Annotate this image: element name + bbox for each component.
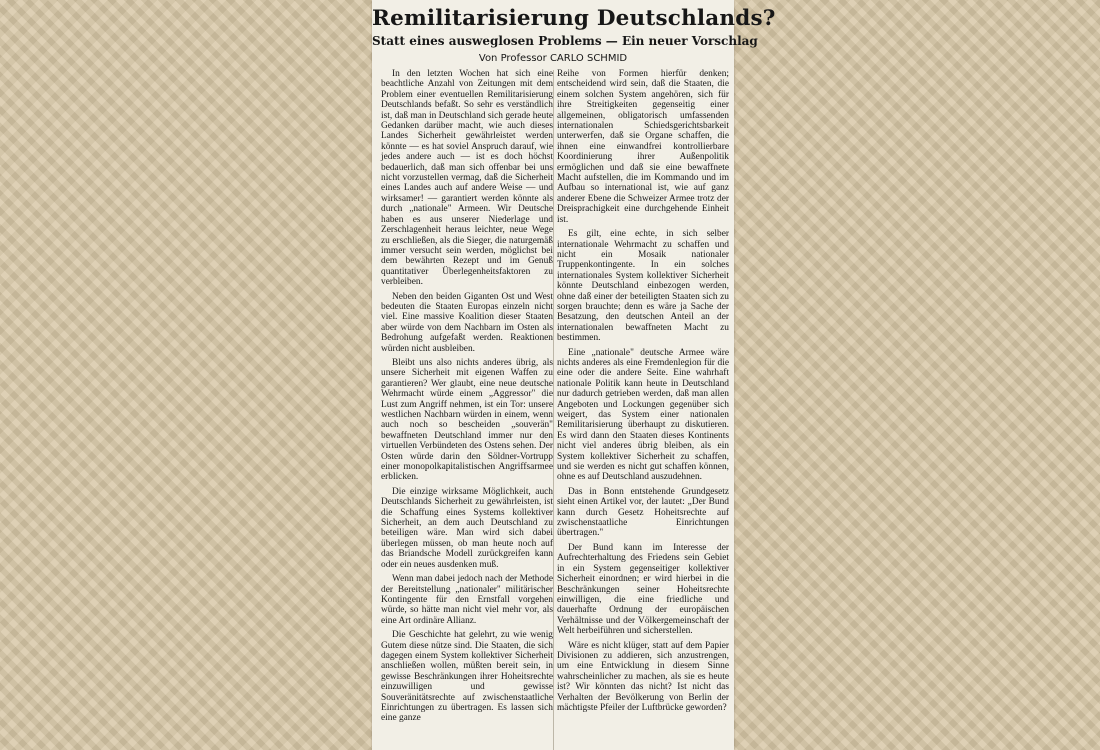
paragraph: Wenn man dabei jedoch nach der Methode der Bereitstellung „nationaler" militärischer Kontingente für den Ernstfall vorgehen würde, so hätte man nicht viel mehr vor, als eine Art ordinäre Allianz. [381,574,553,626]
paragraph: Reihe von Formen hierfür denken; entscheidend wird sein, daß die Staaten, die einem solchen System angehören, sich für ihre Streitigkeiten gegenseitig einer allgemeinen, obligatorisch umfassenden internationalen Schiedsgerichtsbarkeit unterwerfen, daß sie Organe schaffen, die ihnen eine einwandfrei kontrollierbare Koordinierung ihrer Außenpolitik ermöglichen und daß sie eine bewaffnete Macht aufstellen, die im Kommando und im Aufbau so international ist, wie auf ganz anderer Ebene die Schweizer Armee trotz der Dreisprachigkeit eine durchgehende Einheit ist. [557,69,729,225]
article-columns [381,69,729,750]
paragraph: Bleibt uns also nichts anderes übrig, als unsere Sicherheit mit eigenen Waffen zu garantieren? Wer glaubt, eine neue deutsche Wehrmacht würde einem „Aggressor" die Lust zum Angriff nehmen, ist ein Tor: unsere westlichen Nachbarn würden in einem, wenn auch noch so bescheiden „souverän" bewaffneten Deutschland immer nur den virtuellen Verbündeten des Ostens sehen. Der Osten würde darin den Söldner-Vortrupp einer monopolkapitalistischen Angriffsarmee erblicken. [381,357,553,483]
paragraph: Der Bund kann im Interesse der Aufrechterhaltung des Friedens sein Gebiet in ein System gegenseitiger kollektiver Sicherheit einordnen; er wird hierbei in die Beschränkungen seiner Hoheitsrechte einwilligen, die eine friedliche und dauerhafte Ordnung der europäischen Verhältnisse und der Völkergemeinschaft der Welt herbeiführen und sicherstellen. [557,542,729,637]
column-left [381,69,553,750]
paragraph: Neben den beiden Giganten Ost und West bedeuten die Staaten Europas einzeln nicht viel. Eine massive Koalition dieser Staaten aber würde von dem Nachbarn im Osten als Bedrohung aufgefaßt werden. Reaktionen würden nicht ausbleiben. [381,291,553,354]
paragraph: Wäre es nicht klüger, statt auf dem Papier Divisionen zu addieren, sich anzustrengen, um eine Entwicklung in diesem Sinne wahrscheinlicher zu machen, als sie es heute ist? Wir könnten das nicht? Ist nicht das Verhalten der Bevölkerung von Berlin der mächtigste Pfeiler der Luftbrücke geworden? [557,640,729,713]
byline: Von Professor CARLO SCHMID [478,53,628,64]
paragraph: Es gilt, eine echte, in sich selber internationale Wehrmacht zu schaffen und nicht ein Mosaik nationaler Truppenkontingente. In ein solches internationales System kollektiver Sicherheit könnte Deutschland einbezogen werden, ohne daß einer der beteiligten Staaten sich zu sorgen brauchte; denn es wäre ja Sache der Besatzung, den deutschen Anteil an der internationalen bewaffneten Macht zu bestimmen. [557,229,729,344]
paragraph: Eine „nationale" deutsche Armee wäre nichts anderes als eine Fremdenlegion für die eine oder die andere Seite. Eine wahrhaft nationale Politik kann heute in Deutschland nur dadurch getrieben werden, daß man allen Angeboten und Lockungen gegenüber sich weigert, das System einer nationalen Remilitarisierung überhaupt zu diskutieren. Es wird dann den Staaten dieses Kontinents nicht viel anderes übrig bleiben, als ein System kollektiver Sicherheit zu schaffen, und sie werden es nicht gut schaffen können, ohne es auf Deutschland auszudehnen. [557,347,729,483]
paragraph: Die einzige wirksame Möglichkeit, auch Deutschlands Sicherheit zu gewährleisten, ist die Schaffung eines Systems kollektiver Sicherheit, an dem auch Deutschland zu beteiligen wäre. Man wird sich dabei überlegen müssen, ob man heute noch auf das Briandsche Modell zurückgreifen kann oder ein neues ausdenken muß. [381,486,553,570]
headline: Remilitarisierung Deutschlands? [372,6,776,31]
newspaper-clipping [372,0,776,750]
paragraph: Das in Bonn entstehende Grundgesetz sieht einen Artikel vor, der lautet: „Der Bund kann durch Gesetz Hoheitsrechte auf zwischenstaatliche Einrichtungen übertragen." [557,486,729,539]
column-right [557,69,729,750]
paragraph: In den letzten Wochen hat sich eine beachtliche Anzahl von Zeitungen mit dem Problem einer eventuellen Remilitarisierung Deutschlands befaßt. So sehr es verständlich ist, daß man in Deutschland sich gerade heute Gedanken darüber macht, wie auch dieses Landes Sicherheit gewährleistet werden könnte — es hat soviel Anspruch darauf, wie jedes andere auch — ist es doch höchst bedauerlich, daß man sich offenbar bei uns nicht vorzustellen vermag, daß die Sicherheit eines Landes auch auf andere Weise — und wirksamer! — garantiert werden könnte als durch „nationale" Armeen. Wir Deutsche haben es aus unserer Niederlage und Zerschlagenheit heraus leichter, neue Wege zu erschließen, als die Sieger, die naturgemäß immer versucht sein werden, möglichst bei dem bewährten Rezept und im Genuß quantitativer Überlegenheitsfaktoren zu verbleiben. [381,69,553,288]
paragraph: Die Geschichte hat gelehrt, zu wie wenig Gutem diese nütze sind. Die Staaten, die sich dagegen einem System kollektiver Sicherheit anschließen wollen, müßten bereit sein, in gewisse Beschränkungen ihrer Hoheitsrechte einzuwilligen und gewisse Souveränitätsrechte auf zwischenstaatliche Einrichtungen zu übertragen. Es lassen sich eine ganze [381,630,553,724]
subheadline: Statt eines ausweglosen Problems — Ein neuer Vorschlag [372,34,758,48]
